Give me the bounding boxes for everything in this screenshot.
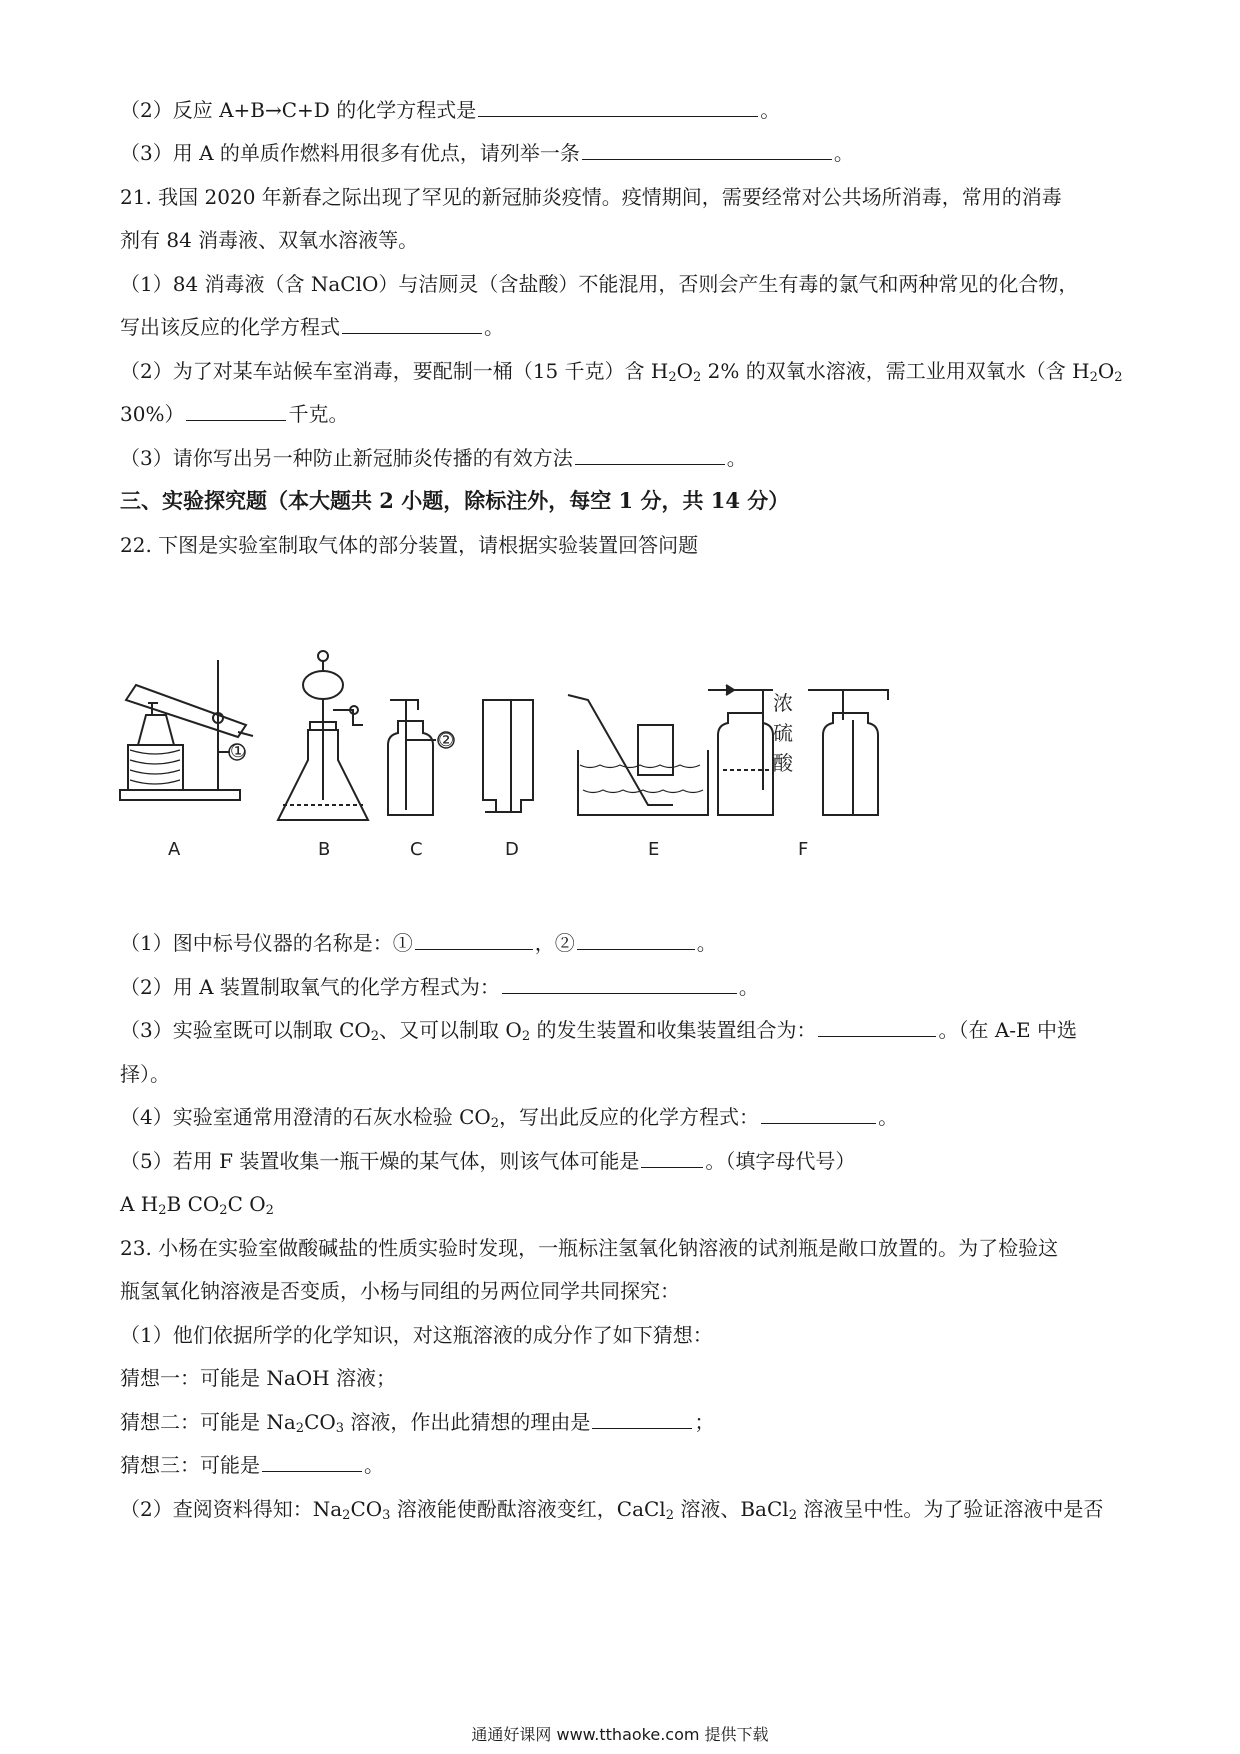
q21-part2-line2 xyxy=(120,400,1130,428)
text: O xyxy=(676,359,694,383)
text: ，写出此反应的化学方程式： xyxy=(499,1105,760,1129)
text: （2）为了对某车站候车室消毒，要配制一桶（15 千克）含 H xyxy=(120,359,669,383)
q21-stem-line1: 21. 我国 2020 年新春之际出现了罕见的新冠肺炎疫情。疫情期间，需要经常对公共场所消毒，常用的消毒 xyxy=(120,185,1062,209)
q23-guess1: 猜想一：可能是 NaOH 溶液； xyxy=(120,1366,396,1390)
q21-part1-line2 xyxy=(120,313,1130,341)
figure-label-b: B xyxy=(318,839,331,860)
answer-blank[interactable] xyxy=(478,98,758,117)
text: （4）实验室通常用澄清的石灰水检验 CO xyxy=(120,1105,491,1129)
text: ，② xyxy=(534,931,575,955)
punct: 。 xyxy=(738,975,759,999)
text: O xyxy=(1097,359,1115,383)
text: CO xyxy=(304,1410,336,1434)
text: （3）实验室既可以制取 CO xyxy=(120,1018,371,1042)
text: 的发生装置和收集装置组合为： xyxy=(530,1018,817,1042)
punct: 。 xyxy=(760,98,781,122)
punct: 。 xyxy=(484,315,504,339)
q21-part2-line1: （2）为了对某车站候车室消毒，要配制一桶（15 千克）含 $H_2O_2$ 2% 的双氧水溶液，需工业用双氧水（含 $H_2O_2$ xyxy=(120,359,1123,385)
text: 、又可以制取 O xyxy=(379,1018,522,1042)
text: （2）查阅资料得知：Na xyxy=(120,1497,343,1521)
apparatus-c xyxy=(388,700,454,815)
q21-part1-line1: （1）84 消毒液（含 NaClO）与洁厕灵（含盐酸）不能混用，否则会产生有毒的氯气和两种常见的化合物， xyxy=(120,272,1079,296)
text: 猜想二：可能是 Na xyxy=(120,1410,296,1434)
apparatus-a xyxy=(120,660,253,800)
q21-part1-text: 写出该反应的化学方程式 xyxy=(120,315,340,339)
answer-blank[interactable] xyxy=(577,931,695,950)
answer-blank[interactable] xyxy=(342,315,482,334)
punct: 。 xyxy=(696,931,717,955)
q20-part2 xyxy=(120,96,1130,124)
answer-blank[interactable] xyxy=(818,1018,936,1037)
q23-stem-line2: 瓶氢氧化钠溶液是否变质，小杨与同组的另两位同学共同探究： xyxy=(120,1279,680,1303)
q20-part3 xyxy=(120,139,1130,167)
text: 猜想三：可能是 xyxy=(120,1453,260,1477)
marker-1: ① xyxy=(230,741,247,762)
text: 。（在 A-E 中选 xyxy=(938,1018,1077,1042)
answer-blank[interactable] xyxy=(415,931,533,950)
q21-stem-line2: 剂有 84 消毒液、双氧水溶液等。 xyxy=(120,228,419,252)
section-3-title: 三、实验探究题（本大题共 2 小题，除标注外，每空 1 分，共 14 分） xyxy=(120,488,790,513)
q22-part3-line1: （3）实验室既可以制取 $CO_2$、又可以制取 $O_2$ 的发生装置和收集装置组合为： 。（在 A-E 中选 xyxy=(120,1018,1077,1044)
text: （2）用 A 装置制取氧气的化学方程式为： xyxy=(120,975,500,999)
text: （5）若用 F 装置收集一瓶干燥的某气体，则该气体可能是 xyxy=(120,1149,640,1173)
q23-part2-line1: （2）查阅资料得知：$Na_2CO_3$ 溶液能使酚酞溶液变红，CaCl$_2$ 溶液、BaCl$_2$ 溶液呈中性。为了验证溶液中是否 xyxy=(120,1497,1104,1523)
q22-part1 xyxy=(120,929,1130,957)
apparatus-f xyxy=(708,685,888,815)
answer-blank[interactable] xyxy=(592,1410,692,1429)
figure-label-c: C xyxy=(410,839,423,860)
q21-part3 xyxy=(120,444,1130,472)
q20-part3-text: （3）用 A 的单质作燃料用很多有优点，请列举一条 xyxy=(120,141,580,165)
q20-part2-text: （2）反应 A+B→C+D 的化学方程式是 xyxy=(120,98,477,122)
apparatus-d xyxy=(483,700,533,812)
punct: 。 xyxy=(833,141,854,165)
q23-part1: （1）他们依据所学的化学知识，对这瓶溶液的成分作了如下猜想： xyxy=(120,1323,713,1347)
q22-part5 xyxy=(120,1147,1130,1175)
apparatus-figure xyxy=(118,640,978,920)
text: 30%） xyxy=(120,402,185,426)
text: 千克。 xyxy=(288,402,349,426)
q22-stem: 22. 下图是实验室制取气体的部分装置，请根据实验装置回答问题 xyxy=(120,533,699,557)
marker-2: ② xyxy=(438,730,455,751)
answer-blank[interactable] xyxy=(502,975,737,994)
q22-options: A $H_2B$ $CO_2C$ $O_2$ xyxy=(120,1192,274,1218)
punct: 。 xyxy=(726,446,747,470)
text: （1）图中标号仪器的名称是：① xyxy=(120,931,413,955)
text: CO xyxy=(350,1497,383,1521)
q23-guess3 xyxy=(120,1451,1130,1479)
punct: 。 xyxy=(364,1453,384,1477)
figure-label-e: E xyxy=(648,839,660,860)
q23-guess2: 猜想二：可能是 $Na_2CO_3$ 溶液，作出此猜想的理由是 ； xyxy=(120,1410,715,1436)
acid-label-1: 浓 xyxy=(773,691,793,715)
punct: ； xyxy=(694,1410,715,1434)
punct: 。 xyxy=(878,1105,899,1129)
option-b[interactable]: B CO xyxy=(166,1192,220,1216)
answer-blank[interactable] xyxy=(582,141,832,160)
q22-part2 xyxy=(120,973,1130,1001)
q22-part3-line2: 择）。 xyxy=(120,1062,170,1086)
acid-label-2: 硫 xyxy=(773,721,793,745)
answer-blank[interactable] xyxy=(641,1149,703,1168)
figure-label-a: A xyxy=(168,839,181,860)
text: 溶液、BaCl xyxy=(674,1497,789,1521)
option-a[interactable]: A H xyxy=(120,1192,159,1216)
text: 2% 的双氧水溶液，需工业用双氧水（含 H xyxy=(701,359,1090,383)
text: 。（填字母代号） xyxy=(705,1149,856,1173)
figure-label-f: F xyxy=(798,839,809,860)
q22-part4: （4）实验室通常用澄清的石灰水检验 $CO_2$，写出此反应的化学方程式： 。 xyxy=(120,1105,899,1131)
figure-label-d: D xyxy=(505,839,519,860)
acid-label-3: 酸 xyxy=(773,751,793,775)
answer-blank[interactable] xyxy=(262,1453,362,1472)
text: 溶液呈中性。为了验证溶液中是否 xyxy=(796,1497,1104,1521)
option-c[interactable]: C O xyxy=(227,1192,266,1216)
page-footer: 通通好课网 www.tthaoke.com 提供下载 xyxy=(471,1725,769,1744)
text: 溶液，作出此猜想的理由是 xyxy=(344,1410,591,1434)
apparatus-e xyxy=(568,695,708,815)
apparatus-b xyxy=(278,651,368,820)
text: 溶液能使酚酞溶液变红，CaCl xyxy=(390,1497,666,1521)
text: （3）请你写出另一种防止新冠肺炎传播的有效方法 xyxy=(120,446,573,470)
answer-blank[interactable] xyxy=(186,402,286,421)
answer-blank[interactable] xyxy=(575,446,725,465)
q23-stem-line1: 23. 小杨在实验室做酸碱盐的性质实验时发现，一瓶标注氢氧化钠溶液的试剂瓶是敞口放置的。为了检验这 xyxy=(120,1236,1059,1260)
answer-blank[interactable] xyxy=(761,1105,876,1124)
